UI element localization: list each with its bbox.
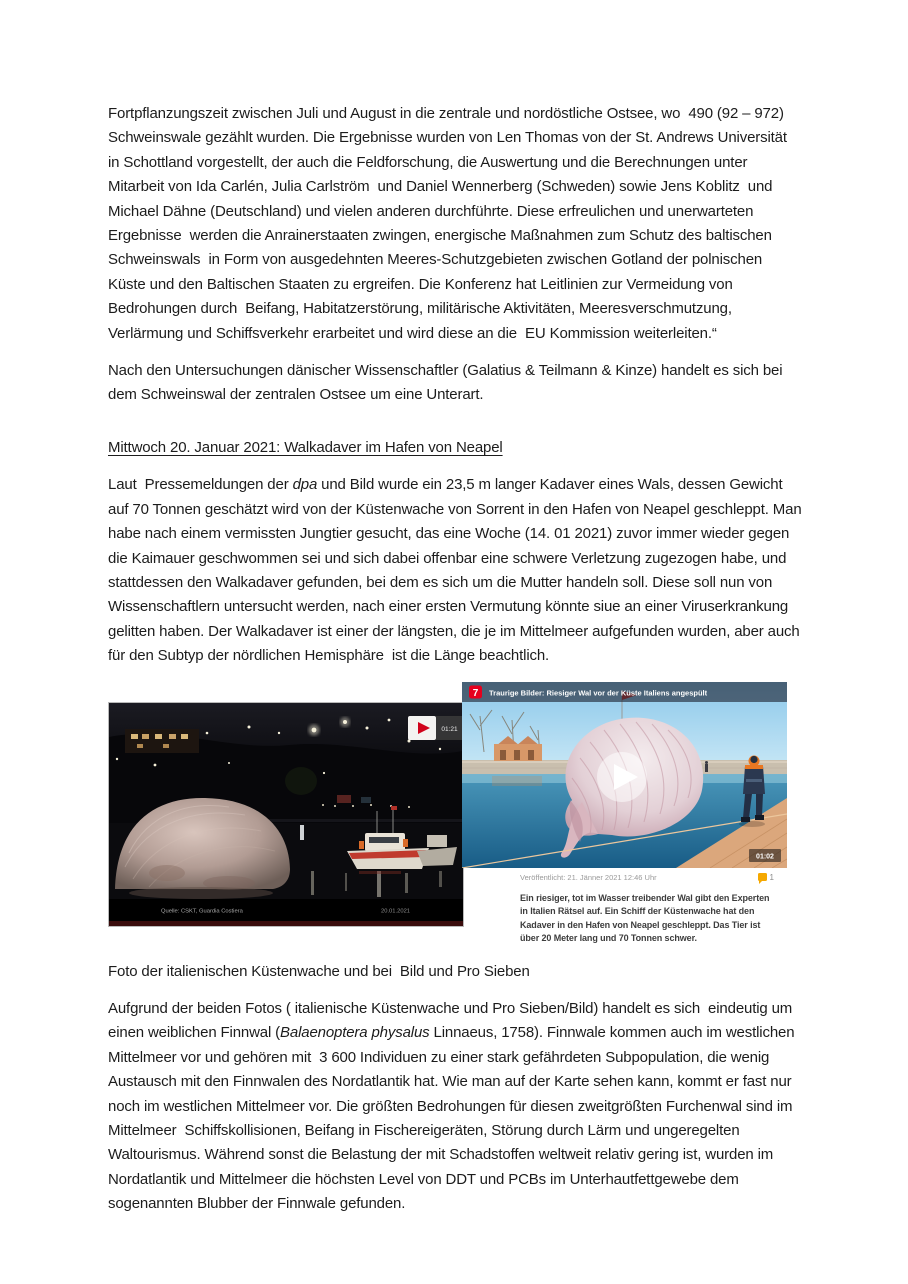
bild-video-thumbnail[interactable] bbox=[108, 702, 462, 927]
date-label: 20.01.2021 bbox=[381, 908, 411, 915]
comment-bubble-icon bbox=[758, 873, 767, 881]
paragraph-naples-carcass: Laut Pressemeldungen der dpa und Bild wurde ein 23,5 m langer Kadaver eines Wals, dessen Gewicht auf 70 Tonnen geschätzt wird von der Küstenwache von Sorrent in den Hafen von Neapel geschleppt. Man habe nach einem vermissten Jungtier gesucht, das eine Woche (14. 01 2021) zuvor immer wieder gegen die Kaimauer geschwommen sei und sich dabei offenbar eine schwere Verletzung zugezogen habe, und stattdessen den Walkadaver gefunden, bei dem es sich um die Mutter handeln soll. Diese soll nun von Wissenschaftlern untersucht werden, nach einer ersten Vermutung könnte siue an einer Viruserkrankung gelitten haben. Der Walkadaver ist einer der längsten, die je im Mittelmeer aufgefunden wurden, aber auch für den Subtyp der nördlichen Hemisphäre ist die Länge beachtlich. bbox=[108, 476, 806, 665]
photo-caption: Foto der italienischen Küstenwache und bei Bild und Pro Sieben bbox=[108, 962, 530, 980]
media-row bbox=[108, 682, 802, 946]
prosieben-description: Ein riesiger, tot im Wasser treibender Wal gibt den Experten in Italien Rätsel auf. Ein Schiff der Küstenwache hat den Kadaver in den Hafen von Neapel geschleppt. Das Tier ist über 20 Meter lang und 70 Tonnen schwer. bbox=[520, 892, 772, 944]
harbor-day-scene bbox=[462, 682, 787, 868]
duration-label: 01:21 bbox=[441, 725, 458, 733]
night-harbor-photo[interactable] bbox=[108, 702, 464, 927]
person-on-quay bbox=[300, 825, 304, 840]
duration-label: 01:02 bbox=[756, 853, 774, 861]
published-timestamp: Veröffentlicht: 21. Jänner 2021 12:46 Uhr bbox=[520, 872, 657, 882]
credit-bar bbox=[109, 899, 463, 926]
title-bar bbox=[462, 682, 787, 702]
play-overlay[interactable] bbox=[597, 752, 647, 802]
video-title: Traurige Bilder: Riesiger Wal vor der Küste Italiens angespült bbox=[489, 688, 708, 698]
document-content bbox=[108, 102, 806, 1230]
prosieben-logo-glyph: 7 bbox=[472, 687, 479, 699]
video-player-controls bbox=[408, 716, 463, 740]
comments-widget[interactable] bbox=[758, 873, 774, 882]
paragraph-subspecies: Nach den Untersuchungen dänischer Wissenschaftler (Galatius & Teilmann & Kinze) handelt es sich bei dem Schweinswal der zentralen Ostsee um eine Unterart. bbox=[108, 362, 787, 404]
paragraph-fin-whale: Aufgrund der beiden Fotos ( italienische Küstenwache und Pro Sieben/Bild) handelt es sich eindeutig um einen weiblichen Finnwal (Balaenoptera physalus Linnaeus, 1758). Finnwale kommen auch im westlichen Mittelmeer vor und gehören mit 3 600 Individuen zu einer stark gefährdeten Subpopulation, die wenig Austausch mit den Finnwalen des Nordatlantik hat. Wie man auf der Karte sehen kann, kommt er fast nur noch im westlichen Mittelmeer vor. Die größten Bedrohungen für diesen zweitgrößten Furchenwal sind im Mittelmeer Schiffskollisionen, Beifang in Fischereigeräten, Störung durch Lärm und ungeregelten Waltourismus. Während sonst die Belastung der mit Schadstoffen weltweit relativ gering ist, wurden im Nordatlantik und Mittelmeer die höchsten Level von DDT und PCBs im Unterhautfettgewebe dem sogenannten Blubber der Finnwale gefunden. bbox=[108, 999, 799, 1213]
tree-silhouette bbox=[285, 767, 317, 795]
hilltop-building bbox=[125, 729, 199, 753]
night-scene bbox=[109, 703, 463, 926]
heading-naples-whale: Mittwoch 20. Januar 2021: Walkadaver im Hafen von Neapel bbox=[108, 438, 503, 456]
prosieben-video-player[interactable] bbox=[462, 682, 787, 868]
comment-count: 1 bbox=[769, 872, 774, 882]
prosieben-meta-row bbox=[520, 873, 774, 882]
paragraph-baltic-porpoises: Fortpflanzungszeit zwischen Juli und August in die zentrale und nordöstliche Ostsee, wo 490 (92 – 972) Schweinswale gezählt wurden. Die Ergebnisse wurden von Len Thomas von der St. Andrews Universität in Schottland vorgestellt, der auch die Feldforschung, die Auswertung und die Berechnungen unter Mitarbeit von Ida Carlén, Julia Carlström und Daniel Wennerberg (Schweden) sowie Jens Koblitz und Michael Dähne (Deutschland) und vielen anderen durchführte. Diese erfreulichen und unerwarteten Ergebnisse werden die Anrainerstaaten zwingen, energische Maßnahmen zum Schutz des baltischen Schweinswals in Form von ausgedehnten Meeres-Schutzgebieten zwischen Gotland der polnischen Küste und den Baltischen Staaten zu ergreifen. Die Konferenz hat Leitlinien zur Vermeidung von Bedrohungen durch Beifang, Habitatzerstörung, militärische Aktivitäten, Meeresverschmutzung, Verlärmung und Schiffsverkehr erarbeitet und wird diese an die EU Kommission weiterleiten.“ bbox=[108, 105, 791, 342]
credit-label: Quelle: CSKT, Guardia Costiera bbox=[161, 908, 243, 915]
duration-badge bbox=[749, 849, 781, 862]
prosieben-video-block bbox=[462, 682, 787, 946]
